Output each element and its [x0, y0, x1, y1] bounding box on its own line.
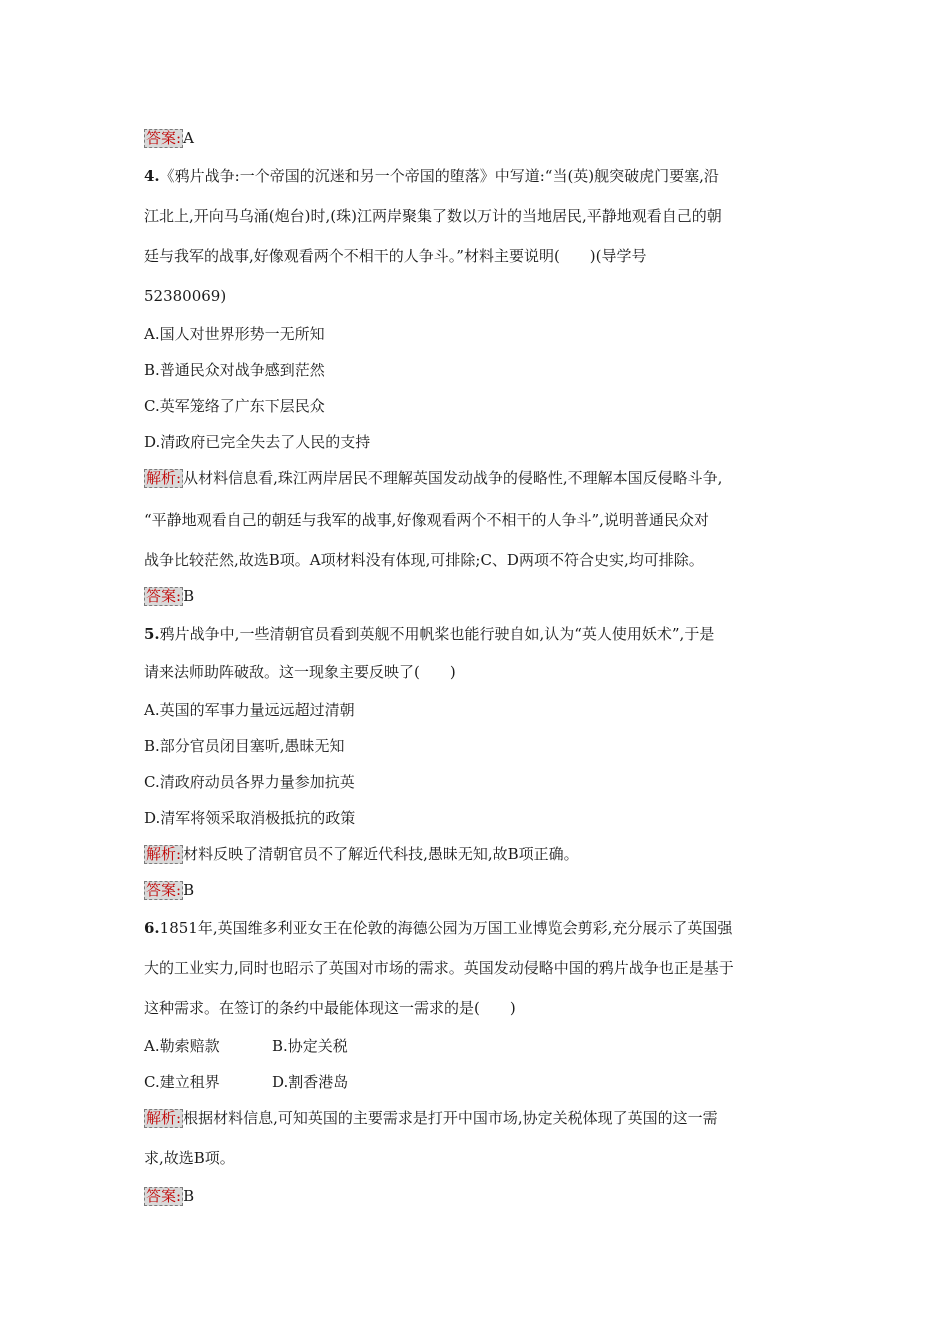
- q4-answer-line: [144, 586, 814, 606]
- q4-stem-line-2: 江北上,开向马乌涌(炮台)时,(珠)江两岸聚集了数以万计的当地居民,平静地观看自己的朝: [144, 207, 722, 225]
- q6-analysis-line-2: 求,故选B项。: [144, 1149, 235, 1167]
- q6-option-d: D.割香港岛: [272, 1073, 349, 1091]
- q6-stem-line-3: 这种需求。在签订的条约中最能体现这一需求的是( ): [144, 999, 516, 1017]
- q4-number: 4.: [144, 167, 160, 185]
- analysis-tag: 解析:: [146, 845, 182, 863]
- q5-answer: B: [183, 881, 195, 899]
- q4-option-a: A.国人对世界形势一无所知: [144, 325, 325, 343]
- q5-option-b: B.部分官员闭目塞听,愚昧无知: [144, 737, 345, 755]
- q5-option-a: A.英国的军事力量远远超过清朝: [144, 701, 355, 719]
- q6-number: 6.: [144, 919, 160, 937]
- q6-options-row-2: [144, 1072, 814, 1092]
- q6-option-c: C.建立租界: [144, 1073, 220, 1091]
- q4-stem-line-1: 4.《鸦片战争:一个帝国的沉迷和另一个帝国的堕落》中写道:“当(英)舰突破虎门要塞,沿: [144, 167, 719, 185]
- q4-option-d: D.清政府已完全失去了人民的支持: [144, 433, 371, 451]
- q6-answer-line: [144, 1186, 814, 1206]
- q5-analysis-line-1: 解析: 材料反映了清朝官员不了解近代科技,愚昧无知,故B项正确。: [146, 845, 579, 863]
- q3-answer: A: [183, 129, 194, 147]
- q3-answer-line: [144, 128, 814, 148]
- q4-analysis-line-1: 解析: 从材料信息看,珠江两岸居民不理解英国发动战争的侵略性,不理解本国反侵略斗争,: [146, 469, 723, 487]
- q5-option-c: C.清政府动员各界力量参加抗英: [144, 773, 355, 791]
- q4-analysis-line-3: 战争比较茫然,故选B项。A项材料没有体现,可排除;C、D两项不符合史实,均可排除。: [144, 551, 704, 569]
- q4-analysis-line-2: “平静地观看自己的朝廷与我军的战事,好像观看两个不相干的人争斗”,说明普通民众对: [144, 511, 709, 529]
- q4-option-b: B.普通民众对战争感到茫然: [144, 361, 325, 379]
- analysis-tag: 解析:: [146, 469, 182, 487]
- q4-option-c: C.英军笼络了广东下层民众: [144, 397, 325, 415]
- q4-stem-line-4: 52380069): [144, 287, 227, 305]
- answer-tag: 答案:: [146, 587, 182, 605]
- q6-analysis-line-1: 解析: 根据材料信息,可知英国的主要需求是打开中国市场,协定关税体现了英国的这一需: [146, 1109, 718, 1127]
- q6-answer: B: [183, 1187, 195, 1205]
- q5-option-d: D.清军将领采取消极抵抗的政策: [144, 809, 356, 827]
- q5-stem-line-2: 请来法师助阵破敌。这一现象主要反映了( ): [144, 663, 456, 681]
- q6-options-row-1: [144, 1036, 814, 1056]
- q6-stem-line-1: 6.1851年,英国维多利亚女王在伦敦的海德公园为万国工业博览会剪彩,充分展示了英国强: [144, 919, 733, 937]
- q6-stem-line-2: 大的工业实力,同时也昭示了英国对市场的需求。英国发动侵略中国的鸦片战争也正是基于: [144, 959, 734, 977]
- answer-tag: 答案:: [146, 129, 182, 147]
- analysis-tag: 解析:: [146, 1109, 182, 1127]
- q6-option-b: B.协定关税: [272, 1037, 348, 1055]
- q5-stem-line-1: 5.鸦片战争中,一些清朝官员看到英舰不用帆桨也能行驶自如,认为“英人使用妖术”,于是: [144, 625, 715, 643]
- q4-answer: B: [183, 587, 195, 605]
- answer-tag: 答案:: [146, 1187, 182, 1205]
- q4-stem-line-3: 廷与我军的战事,好像观看两个不相干的人争斗。”材料主要说明( )(导学号: [144, 247, 647, 265]
- q6-option-a: A.勒索赔款: [144, 1037, 220, 1055]
- answer-tag: 答案:: [146, 881, 182, 899]
- q5-number: 5.: [144, 625, 160, 643]
- q5-answer-line: [144, 880, 814, 900]
